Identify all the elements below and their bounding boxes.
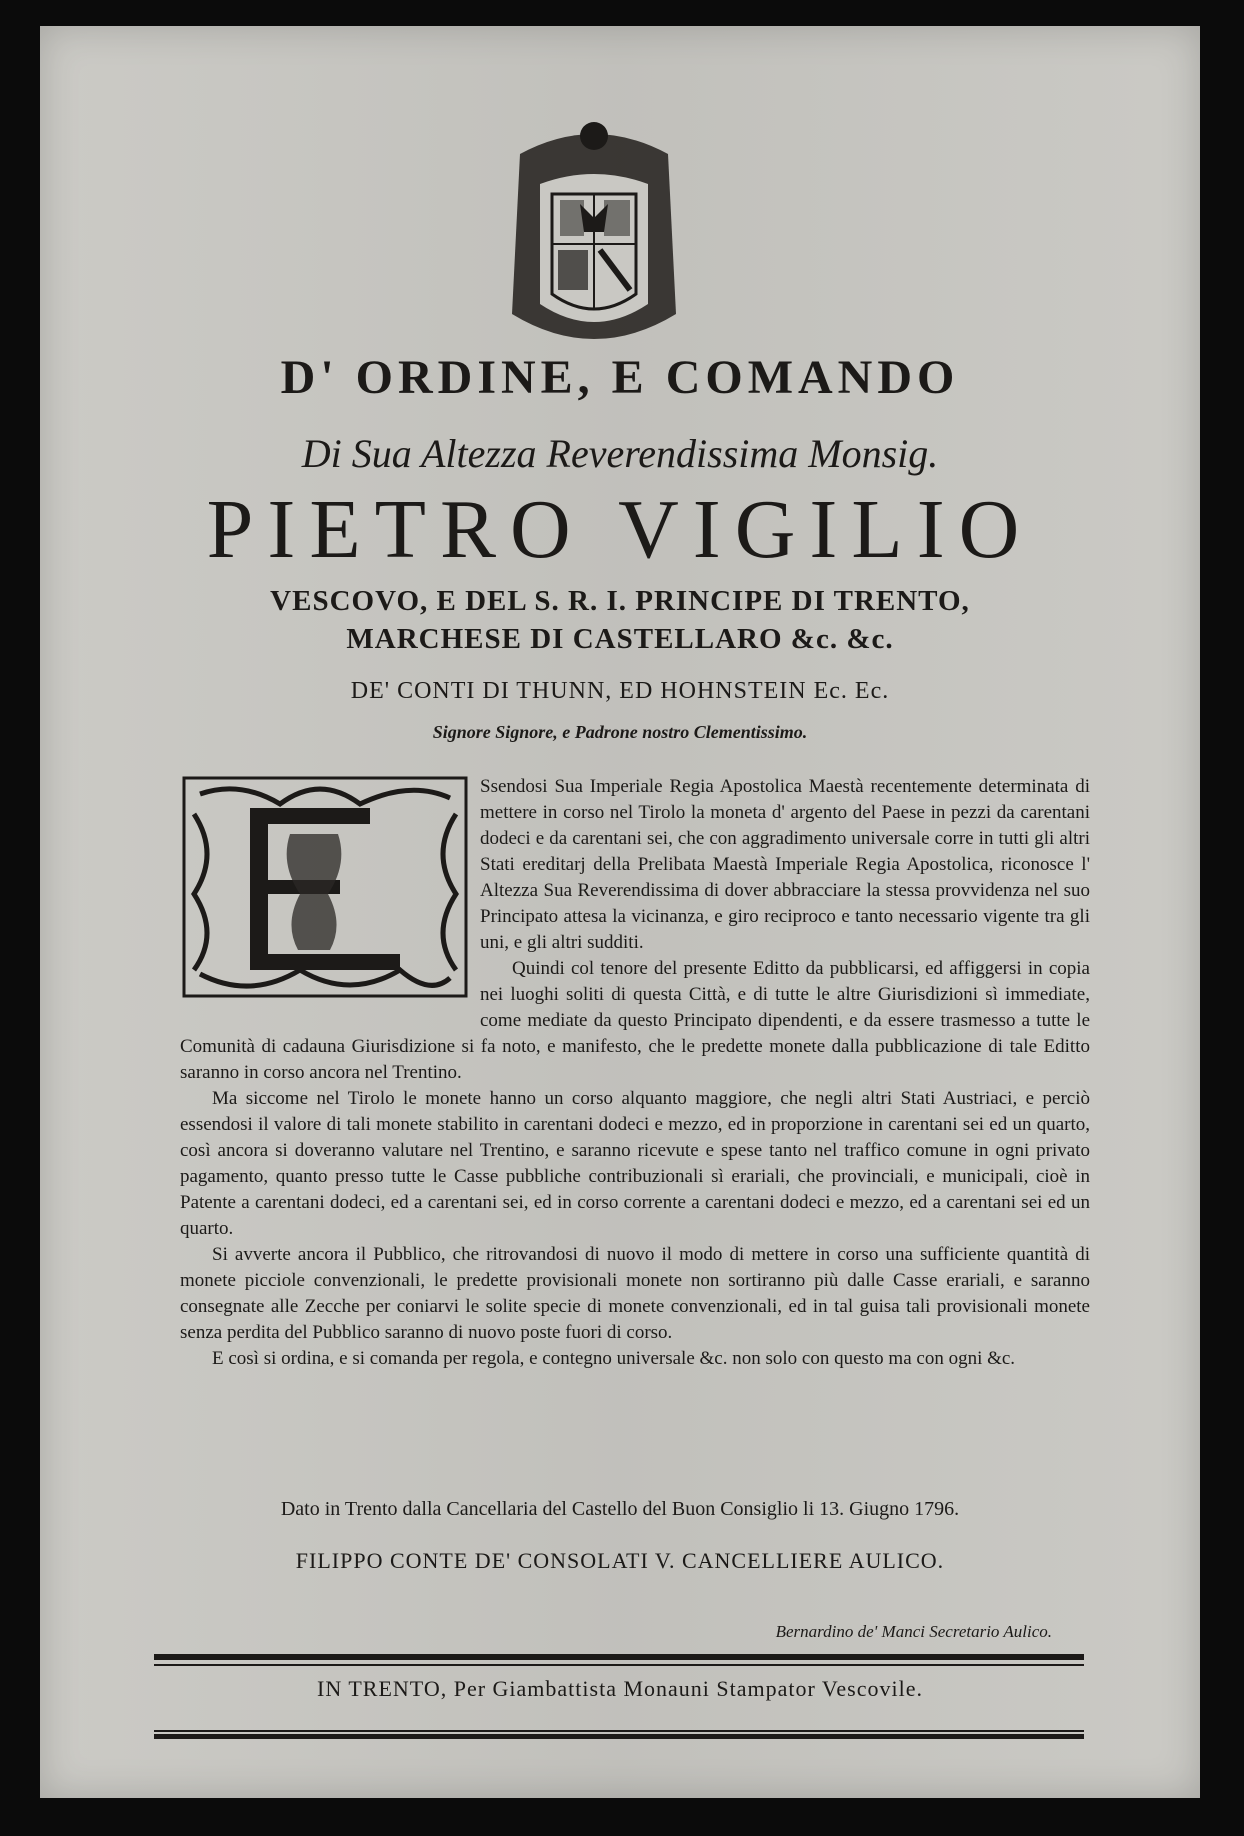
- paragraph-2: Quindi col tenore del presente Editto da pubblicarsi, ed affiggersi in copia nei luoghi soliti di questa Città, e di tutte le altre Giurisdizioni sì immediate, come mediate da questo Principato dipendenti, e da essere trasmesso a tutte le Comunità di cadauna Giurisdizione si fa noto, e manifesto, che le predette monete dalla pubblicazione di tale Editto saranno in corso ancora nel Trentino.: [180, 958, 1090, 1083]
- chancellor-signature: FILIPPO CONTE DE' CONSOLATI V. CANCELLIERE AULICO.: [295, 1548, 945, 1573]
- ornamental-initial-e-icon: [180, 774, 470, 1000]
- edict-subtitle: Di Sua Altezza Reverendissima Monsig.: [301, 431, 939, 476]
- secretary-signature: Bernardino de' Manci Secretario Aulico.: [775, 1622, 1052, 1641]
- title-line-signore: Signore Signore, e Padrone nostro Clementissimo.: [432, 722, 808, 742]
- top-rule-thin: [154, 1664, 1084, 1666]
- edict-title: D' ORDINE, E COMANDO: [280, 351, 960, 404]
- bishop-titles: [40, 582, 1200, 658]
- printer-imprint: IN TRENTO, Per Giambattista Monauni Stampator Vescovile.: [317, 1676, 923, 1701]
- dated-line: Dato in Trento dalla Cancellaria del Castello del Buon Consiglio li 13. Giugno 1796.: [280, 1498, 960, 1520]
- paragraph-4: Si avverte ancora il Pubblico, che ritrovandosi di nuovo il modo di mettere in corso una sufficiente quantità di monete picciole convenzionali, le predette provisionali monete non sortiranno più dalle Casse erariali, e saranno consegnate alle Zecche per coniarvi le solite specie di monete convenzionali, ed in tal guisa tali provisionali monete senza perdita del Pubblico saranno di nuovo poste fuori di corso.: [180, 1244, 1090, 1343]
- bottom-rule-thin: [154, 1730, 1084, 1732]
- ornamental-initial-box: [180, 774, 480, 1010]
- title-line-vescovo: VESCOVO, E DEL S. R. I. PRINCIPE DI TRENTO,: [270, 585, 970, 617]
- paragraph-1: Ssendosi Sua Imperiale Regia Apostolica Maestà recentemente determinata di mettere in corso nel Tirolo la moneta d' argento del Paese in pezzi da carentani dodeci e da carentani sei, che con aggradimento universale corre in tutti gli altri Stati ereditarj della Prelibata Maestà Imperiale Regia Apostolica, riconosce l' Altezza Sua Reverendissima di dover abbracciare la stessa provvidenza nel suo Principato attesa la vicinanza, e giro reciproco e tanto necessario vigente tra gli uni, e gli altri sudditi.: [480, 776, 1090, 953]
- paragraph-5: E così si ordina, e si comanda per regola, e contegno universale &c. non solo con questo ma con ogni &c.: [212, 1348, 1016, 1369]
- title-line-marchese: MARCHESE DI CASTELLARO &c. &c.: [346, 623, 894, 655]
- top-rule-thick: [154, 1654, 1084, 1660]
- bishop-name: PIETRO VIGILIO: [206, 483, 1034, 576]
- title-line-conti: DE' CONTI DI THUNN, ED HOHNSTEIN Ec. Ec.: [350, 678, 890, 704]
- paragraph-3: Ma siccome nel Tirolo le monete hanno un corso alquanto maggiore, che negli altri Stati Austriaci, e perciò essendosi il valore di tali monete stabilito in carentani dodeci e mezzo, ed in proporzione in carentani sei ed un quarto, così ancora si doveranno valutare nel Trentino, e saranno ricevute e spese tanto nel traffico comune in ogni privato pagamento, quanto presso tutte le Casse pubbliche contribuzionali sì erariali, che provinciali, e municipali, cioè in Patente a carentani dodeci, ed a carentani sei, ed in corso corrente a carentani dodeci e mezzo, ed a carentani sei ed un quarto.: [180, 1088, 1090, 1239]
- bottom-rule-thick: [154, 1734, 1084, 1739]
- edict-sheet: [40, 26, 1200, 1798]
- edict-body: [180, 774, 1090, 1372]
- coat-of-arms-icon: [500, 114, 688, 360]
